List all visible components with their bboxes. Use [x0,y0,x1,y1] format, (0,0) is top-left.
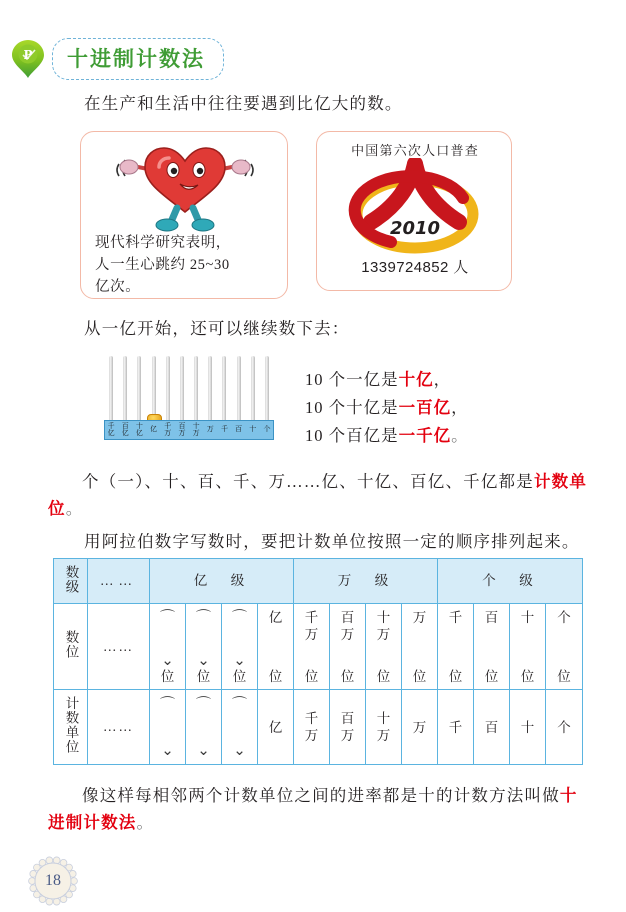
statement-suffix: 。 [451,426,469,445]
counting-statement [305,366,469,394]
abacus-rod [208,356,212,426]
group-header-cell: 亿 级 [150,559,294,604]
row-header-digit-place-text: 数位 [63,630,79,659]
abacus-place-label: 百 万 [178,421,186,437]
place-value-table-wrapper [53,558,576,765]
digit-place-cell: 亿 位 [258,604,294,690]
lesson-title-row [10,38,224,80]
abacus-place-label: 十 亿 [135,421,143,437]
counting-unit-cell: 万 [402,690,438,765]
abacus-place-label: 十 万 [192,421,200,437]
counting-unit-blank-cell[interactable]: ⌒ ⌄ [150,690,186,765]
table-row-digit-place [54,604,583,690]
statement-prefix: 10 个百亿是 [305,426,399,445]
digit-place-cell: 个 位 [546,604,583,690]
place-value-table [53,558,583,765]
digit-place-blank-cell[interactable]: ⌒ ⌄ 位 [222,604,258,690]
group-header-cell: 万 级 [294,559,438,604]
digit-place-cell: 千 万 位 [294,604,330,690]
heart-illustration-card [80,131,288,299]
heart-card-caption [95,232,281,298]
statement-prefix: 10 个一亿是 [305,370,399,389]
statement-highlight: 一百亿 [398,398,452,417]
abacus-place-label: 百 [235,425,243,434]
census-logo-year: 2010 [389,218,441,239]
abacus-rod [194,356,198,426]
counting-unit-cell: 个 [546,690,583,765]
digit-place-cell: 万 位 [402,604,438,690]
counting-unit-cell: 千 [438,690,474,765]
abacus-rod [166,356,170,426]
digit-place-blank-cell[interactable]: ⌒ ⌄ 位 [150,604,186,690]
definition-period: 。 [136,813,155,832]
abacus-rod [137,356,141,426]
digit-place-cell: 百 位 [474,604,510,690]
abacus-place-label: 十 [249,425,257,434]
abacus-rod [109,356,113,426]
ellipsis-cell: …… [88,690,150,765]
counting-unit-cell: 十 [510,690,546,765]
abacus-place-labels [104,420,274,440]
abacus-rod [123,356,127,426]
census-illustration-card [316,131,512,291]
definition-paragraph [48,782,588,836]
abacus-place-label: 亿 [150,425,158,434]
abacus-rod [265,356,269,426]
counting-unit-cell: 亿 [258,690,294,765]
green-map-pin-p-icon [10,38,46,80]
ellipsis-cell: …… [88,604,150,690]
counting-units-highlight: 计数单位 [48,472,588,518]
statement-highlight: 十亿 [398,370,434,389]
counting-units-period: 。 [65,499,84,518]
counting-unit-cell: 百 [474,690,510,765]
abacus-place-label: 千 亿 [107,421,115,437]
counting-unit-cell: 十 万 [366,690,402,765]
statement-suffix: ， [433,370,452,389]
counting-unit-cell: 千 万 [294,690,330,765]
statement-suffix: ， [451,398,469,417]
row-header-level-text: 数级 [63,564,79,594]
svg-text:P: P [23,48,33,62]
cartoon-heart-character-icon [81,134,289,232]
page-title: 十进制计数法 [67,46,205,71]
arabic-numerals-paragraph: 用阿拉伯数字写数时，要把计数单位按照一定的顺序排列起来。 [84,532,580,551]
abacus-rods [104,356,274,426]
counting-unit-blank-cell[interactable]: ⌒ ⌄ [186,690,222,765]
table-row-counting-unit [54,690,583,765]
heart-caption-line-3: 亿次。 [95,279,141,295]
digit-place-cell: 百 万 位 [330,604,366,690]
abacus-place-label: 百 亿 [121,421,129,437]
statement-highlight: 一千亿 [398,426,452,445]
intro-paragraph: 在生产和生活中往往要遇到比亿大的数。 [84,94,403,113]
definition-highlight: 十进制计数法 [48,786,578,832]
ellipsis-cell: …… [88,559,150,604]
counting-unit-blank-cell[interactable]: ⌒ ⌄ [222,690,258,765]
counting-unit-cell: 百 万 [330,690,366,765]
abacus-place-label: 万 [206,425,214,434]
place-value-abacus [104,356,274,440]
counting-statement [305,422,469,450]
statement-prefix: 10 个十亿是 [305,398,399,417]
group-header-cell: 个 级 [438,559,583,604]
census-population-value: 1339724852 人 [361,259,469,276]
abacus-rod [222,356,226,426]
digit-place-blank-cell[interactable]: ⌒ ⌄ 位 [186,604,222,690]
abacus-place-label: 千 万 [164,421,172,437]
digit-place-cell: 十 位 [510,604,546,690]
abacus-rod [237,356,241,426]
abacus-place-label: 千 [220,425,228,434]
row-header-level [54,559,88,604]
row-header-counting-unit [54,690,88,765]
row-header-counting-unit-text: 计数单位 [63,696,79,754]
row-header-digit-place [54,604,88,690]
digit-place-cell: 十 万 位 [366,604,402,690]
counting-statement [305,394,469,422]
table-row-level [54,559,583,604]
abacus-rod [180,356,184,426]
heart-caption-line-1: 现代科学研究表明， [95,235,231,251]
counting-statements [305,366,469,450]
lesson-title-box [52,38,224,80]
definition-text-a: 像这样每相邻两个计数单位之间的进率都是十的计数方法叫做 [82,786,560,805]
abacus-place-label: 个 [263,425,271,434]
page-number-badge [28,856,78,906]
page-number: 18 [45,872,61,889]
counting-units-text-a: 个（一）、十、百、千、万……亿、十亿、百亿、千亿都是 [82,472,534,491]
census-card-title: 中国第六次人口普查 [351,143,479,158]
china-census-ren-logo-icon [335,158,495,254]
digit-place-cell: 千 位 [438,604,474,690]
count-from-paragraph: 从一亿开始，还可以继续数下去： [84,319,350,338]
abacus-rod [251,356,255,426]
counting-units-paragraph [48,468,588,522]
heart-caption-line-2: 人一生心跳约 25~30 [95,257,230,273]
